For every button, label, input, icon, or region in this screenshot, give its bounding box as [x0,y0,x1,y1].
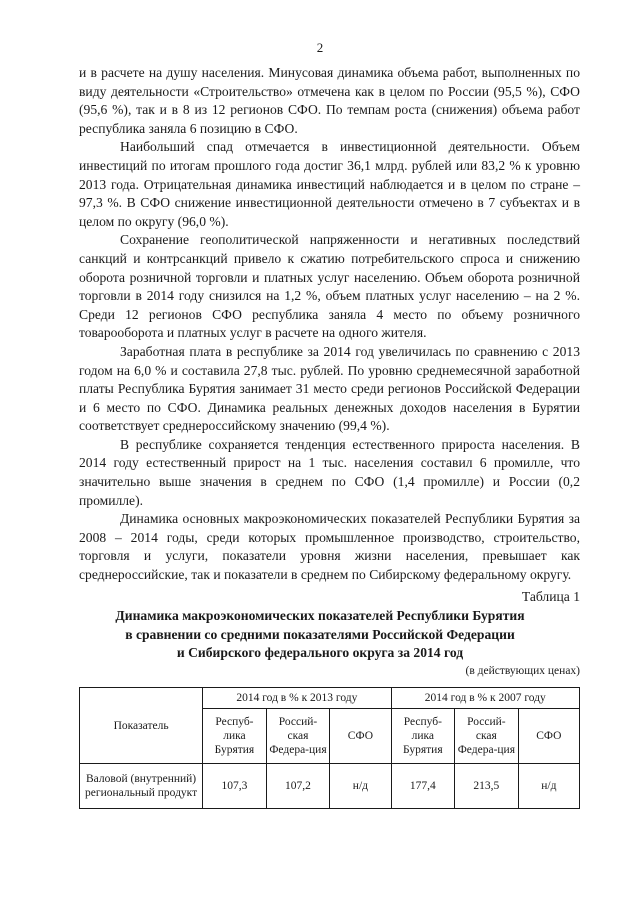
table-title-line: и Сибирского федерального округа за 2014 год [176,645,464,660]
row-label: Валовой (внутренний) региональный продукт [80,764,203,809]
table-cell: н/д [330,764,391,809]
paragraph: и в расчете на душу населения. Минусовая динамика объема работ, выполненных по виду деятельности «Строительство» отмечена как в целом по России (95,5 %), СФО (95,6 %), так и в 8 из 12 регионов СФО. По темпам роста (снижения) объема работ республика заняла 6 позицию в СФО. [79,65,580,136]
table-cell: 107,3 [203,764,267,809]
header-sfo: СФО [330,709,391,764]
header-group-2013: 2014 год в % к 2013 году [203,688,391,709]
header-indicator: Показатель [80,688,203,764]
table-cell: 177,4 [391,764,455,809]
page-number: 2 [316,40,324,55]
header-buryatia: Респуб-лика Бурятия [391,709,455,764]
header-group-2007: 2014 год в % к 2007 году [391,688,579,709]
indicators-table [79,687,580,809]
paragraph: Сохранение геополитической напряженности и негативных последствий санкций и контрсанкций привело к сжатию потребительского спроса и снижению оборота розничной торговли и платных услуг населению. Объем оборота розничной торговли в 2014 году снизился на 1,2 %, объем платных услуг населению – на 2 %. Среди 12 регионов СФО республика заняла 4 место по объему розничного товарооборота и платных услуг в расчете на одного жителя. [79,232,580,341]
table-cell: 107,2 [266,764,330,809]
table-cell: 213,5 [455,764,519,809]
body-text [79,64,580,585]
table-title-line: в сравнении со средними показателями Российской Федерации [125,626,515,642]
table-title-line: Динамика макроэкономических показателей Республики Бурятия [115,608,525,623]
header-sfo: СФО [518,709,579,764]
table-row [80,764,580,809]
header-russia: Россий-ская Федера-ция [455,709,519,764]
table-cell: н/д [518,764,579,809]
table-note: (в действующих ценах) [465,665,580,677]
paragraph: Наибольший спад отмечается в инвестиционной деятельности. Объем инвестиций по итогам прошлого года достиг 36,1 млрд. рублей или 83,2 % к уровню 2013 года. Отрицательная динамика инвестиций наблюдается и в целом по стране – 97,3 %. В СФО снижение инвестиционной деятельности отмечено в 7 субъектах и в целом по округу (96,0 %). [79,139,580,229]
paragraph: Динамика основных макроэкономических показателей Республики Бурятия за 2008 – 2014 годы, среди которых промышленное производство, строительство, торговля и услуги, показатели уровня жизни населения, превышает как среднероссийские, так и показатели в среднем по Сибирскому федеральному округу. [79,511,580,583]
header-buryatia: Респуб-лика Бурятия [203,709,267,764]
table-title [60,607,580,663]
table-number: Таблица 1 [521,589,580,604]
header-russia: Россий-ская Федера-ция [266,709,330,764]
table-header-row [80,688,580,709]
paragraph: В республике сохраняется тенденция естественного прироста населения. В 2014 году естественный прирост на 1 тыс. населения составил 6 промилле, что значительно выше значения в среднем по СФО (1,4 промилле) и России (0,2 промилле). [79,436,580,508]
paragraph: Заработная плата в республике за 2014 год увеличилась по сравнению с 2013 годом на 6,0 % и составила 27,8 тыс. рублей. По уровню среднемесячной заработной платы Республика Бурятия занимает 31 место среди регионов Российской Федерации и 6 место по СФО. Динамика реальных денежных доходов населения в Бурятии соответствует среднероссийскому значению (99,4 %). [79,343,580,434]
